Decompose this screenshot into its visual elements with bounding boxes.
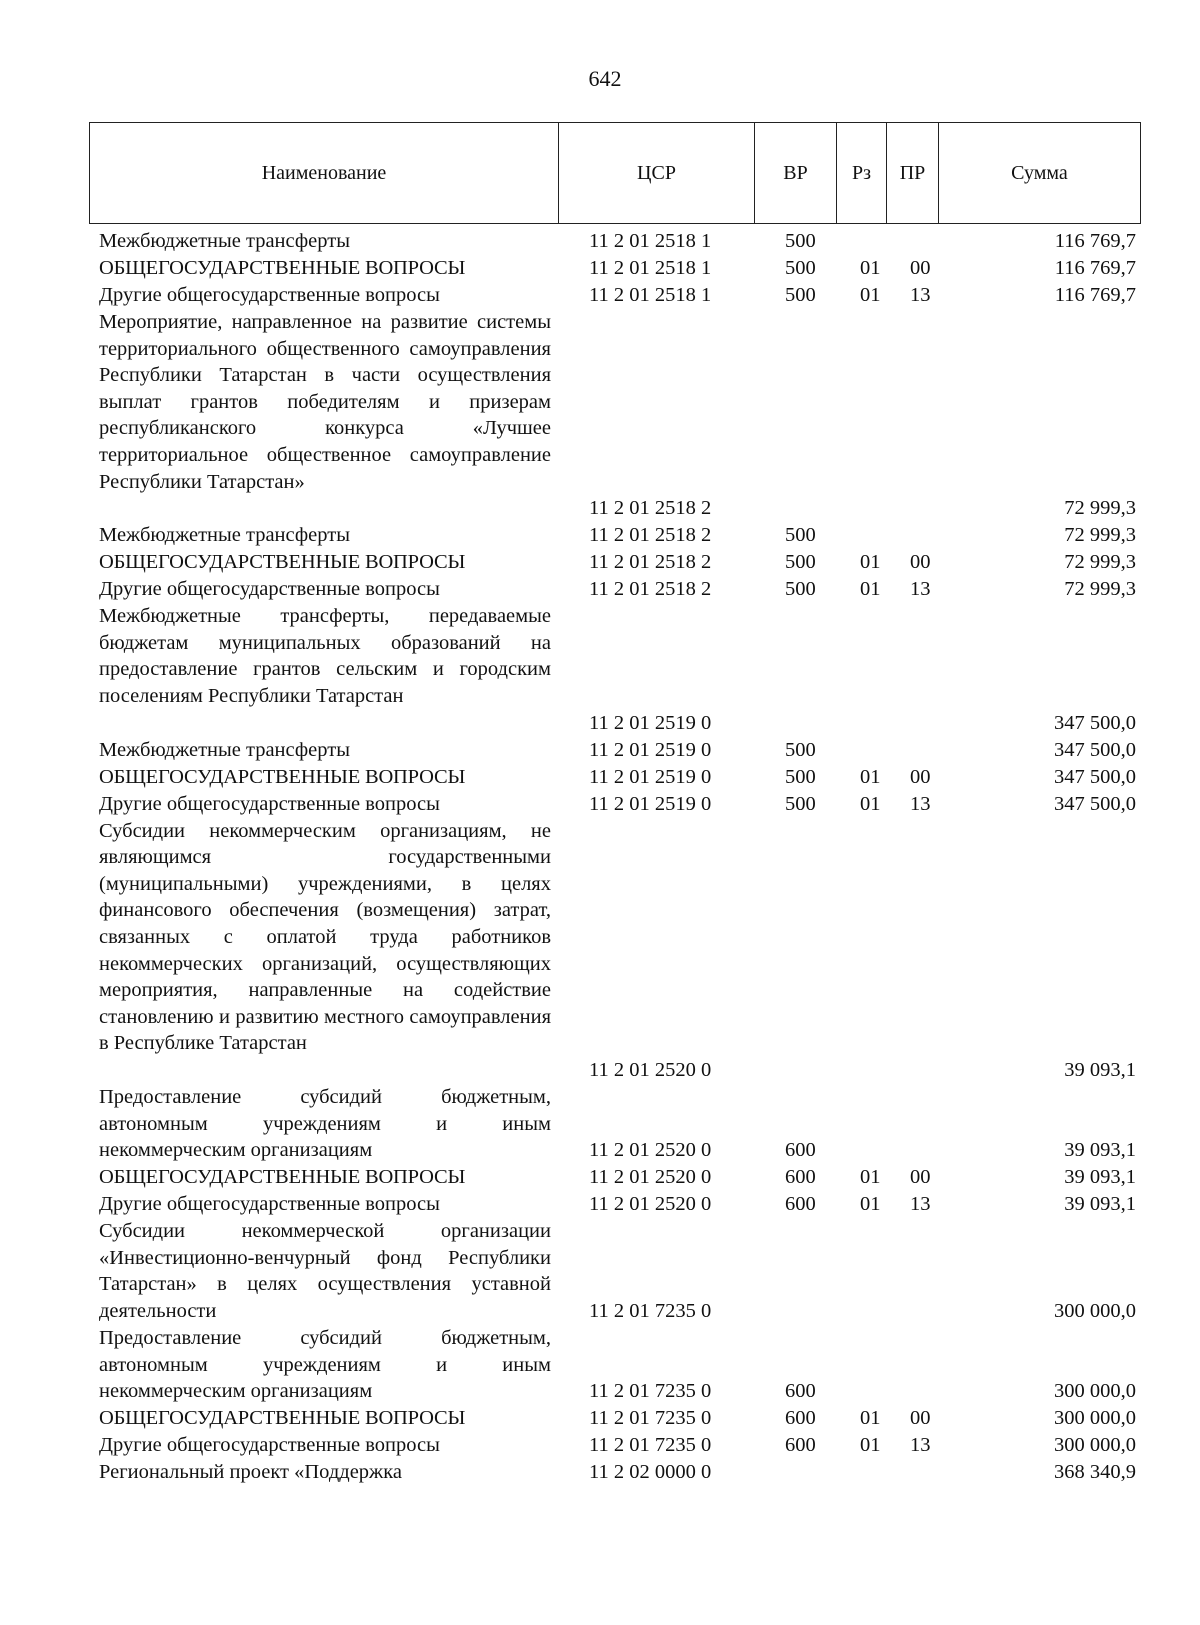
row-pr: 13 [910, 1434, 931, 1457]
row-vr: 600 [785, 1139, 816, 1162]
row-rz: 01 [860, 765, 881, 788]
row-vr: 500 [785, 578, 816, 601]
row-name: Межбюджетные трансферты [99, 524, 350, 547]
row-rz: 01 [860, 578, 881, 601]
row-vr: 600 [785, 1166, 816, 1189]
row-vr: 600 [785, 1193, 816, 1216]
table-row [0, 549, 1200, 576]
row-csr: 11 2 01 2520 0 [589, 1193, 712, 1216]
row-csr: 11 2 01 2518 2 [589, 497, 712, 520]
row-sum: 347 500,0 [1054, 765, 1136, 788]
table-row [0, 576, 1200, 603]
row-pr: 00 [910, 765, 931, 788]
row-rz: 01 [860, 284, 881, 306]
row-sum: 39 093,1 [1064, 1193, 1136, 1216]
row-name: Межбюджетные трансферты, передаваемые бюджетам муниципальных образований на предоставление грантов сельским и городским поселениям Республики Татарстан [99, 605, 551, 707]
row-name: Другие общегосударственные вопросы [99, 1193, 440, 1216]
row-pr: 13 [910, 1193, 931, 1216]
row-pr: 00 [910, 551, 931, 574]
row-name: ОБЩЕГОСУДАРСТВЕННЫЕ ВОПРОСЫ [99, 551, 466, 574]
header-pr: ПР [886, 123, 938, 223]
row-csr: 11 2 01 2518 1 [589, 257, 712, 279]
row-name: Предоставление субсидий бюджетным, автономным учреждениям и иным некоммерческим организациям [99, 1086, 551, 1162]
row-sum: 116 769,7 [1054, 257, 1136, 279]
row-rz: 01 [860, 1407, 881, 1430]
row-sum: 116 769,7 [1054, 284, 1136, 306]
row-rz: 01 [860, 1434, 881, 1457]
row-vr: 600 [785, 1407, 816, 1430]
row-sum: 39 093,1 [1064, 1058, 1136, 1081]
row-rz: 01 [860, 1166, 881, 1189]
row-vr: 500 [785, 230, 816, 252]
row-csr: 11 2 01 2519 0 [589, 711, 712, 734]
row-csr: 11 2 01 2518 1 [589, 230, 712, 252]
table-row [0, 1432, 1200, 1459]
table-row [0, 1084, 1200, 1164]
table-row [0, 522, 1200, 549]
row-csr: 11 2 01 7235 0 [589, 1380, 712, 1403]
row-vr: 500 [785, 284, 816, 306]
table-row [0, 309, 1200, 522]
row-pr: 00 [910, 1407, 931, 1430]
table-row [0, 818, 1200, 1084]
row-pr: 00 [910, 257, 931, 279]
table-row [0, 791, 1200, 818]
row-csr: 11 2 01 2519 0 [589, 765, 712, 788]
row-name: Субсидии некоммерческой организации «Инвестиционно-венчурный фонд Республики Татарстан» в целях осуществления уставной деятельности [99, 1220, 551, 1322]
header-vr: ВР [754, 123, 836, 223]
row-name: Предоставление субсидий бюджетным, автономным учреждениям и иным некоммерческим организациям [99, 1327, 551, 1403]
row-sum: 347 500,0 [1054, 711, 1136, 734]
row-name: Межбюджетные трансферты [99, 738, 350, 761]
row-rz: 01 [860, 792, 881, 815]
row-name: Другие общегосударственные вопросы [99, 284, 440, 306]
table-row [0, 1191, 1200, 1218]
row-pr: 13 [910, 792, 931, 815]
row-sum: 72 999,3 [1064, 497, 1136, 520]
row-sum: 300 000,0 [1054, 1407, 1136, 1430]
row-vr: 500 [785, 792, 816, 815]
table-row [0, 1164, 1200, 1191]
row-csr: 11 2 01 2520 0 [589, 1058, 712, 1081]
header-rz: Рз [836, 123, 886, 223]
row-csr: 11 2 01 7235 0 [589, 1299, 712, 1322]
row-csr: 11 2 01 2519 0 [589, 738, 712, 761]
table-row [0, 255, 1200, 282]
row-rz: 01 [860, 551, 881, 574]
row-vr: 500 [785, 765, 816, 788]
table-row [0, 603, 1200, 736]
row-vr: 600 [785, 1434, 816, 1457]
row-pr: 13 [910, 578, 931, 601]
row-csr: 11 2 01 2518 2 [589, 578, 712, 601]
row-name: ОБЩЕГОСУДАРСТВЕННЫЕ ВОПРОСЫ [99, 257, 466, 279]
row-csr: 11 2 01 2520 0 [589, 1166, 712, 1189]
row-rz: 01 [860, 1193, 881, 1216]
table-row [0, 1459, 1200, 1486]
row-sum: 300 000,0 [1054, 1380, 1136, 1403]
row-csr: 11 2 01 2518 1 [589, 284, 712, 306]
table-row [0, 764, 1200, 791]
row-csr: 11 2 01 2519 0 [589, 792, 712, 815]
row-vr: 500 [785, 257, 816, 279]
header-name: Наименование [261, 161, 387, 184]
row-name: Межбюджетные трансферты [99, 230, 350, 252]
table-row [0, 228, 1200, 255]
row-sum: 116 769,7 [1054, 230, 1136, 252]
row-pr: 00 [910, 1166, 931, 1189]
row-name: Другие общегосударственные вопросы [99, 1434, 440, 1457]
table-row [0, 1405, 1200, 1432]
row-name: Региональный проект «Поддержка [99, 1461, 402, 1484]
row-name: Субсидии некоммерческим организациям, не являющимся государственными (муниципальными) учреждениями, в целях финансового обеспечения (возмещения) затрат, связанных с оплатой труда работников некоммерческих организаций, осуществляющих мероприятия, направленные на содействие становлению и развитию местного самоуправления в Республике Татарстан [99, 819, 551, 1055]
row-csr: 11 2 01 2518 2 [589, 524, 712, 547]
row-sum: 39 093,1 [1064, 1166, 1136, 1189]
row-sum: 347 500,0 [1054, 738, 1136, 761]
row-vr: 600 [785, 1380, 816, 1403]
table-row [0, 1218, 1200, 1324]
table-row [0, 282, 1200, 309]
row-sum: 300 000,0 [1054, 1434, 1136, 1457]
row-vr: 500 [785, 738, 816, 761]
row-sum: 347 500,0 [1054, 792, 1136, 815]
row-sum: 72 999,3 [1064, 551, 1136, 574]
row-name: Другие общегосударственные вопросы [99, 792, 440, 815]
header-sum: Сумма [938, 123, 1140, 223]
row-csr: 11 2 01 7235 0 [589, 1407, 712, 1430]
row-pr: 13 [910, 284, 931, 306]
row-vr: 500 [785, 551, 816, 574]
table-row [0, 737, 1200, 764]
row-vr: 500 [785, 524, 816, 547]
row-sum: 72 999,3 [1064, 578, 1136, 601]
row-csr: 11 2 01 2520 0 [589, 1139, 712, 1162]
row-rz: 01 [860, 257, 881, 279]
row-csr: 11 2 01 7235 0 [589, 1434, 712, 1457]
row-name: Другие общегосударственные вопросы [99, 578, 440, 601]
row-sum: 368 340,9 [1054, 1461, 1136, 1484]
row-csr: 11 2 02 0000 0 [589, 1461, 712, 1484]
table-row [0, 1325, 1200, 1405]
row-sum: 72 999,3 [1064, 524, 1136, 547]
header-csr: ЦСР [558, 123, 754, 223]
row-sum: 300 000,0 [1054, 1299, 1136, 1322]
row-name: ОБЩЕГОСУДАРСТВЕННЫЕ ВОПРОСЫ [99, 765, 466, 788]
row-name: Мероприятие, направленное на развитие системы территориального общественного самоуправления Республики Татарстан в части осуществления выплат грантов победителям и призерам республиканского конкурса «Лучшее территориальное общественное самоуправление Республики Татарстан» [99, 311, 551, 493]
page-number: 642 [588, 66, 622, 91]
row-sum: 39 093,1 [1064, 1139, 1136, 1162]
row-name: ОБЩЕГОСУДАРСТВЕННЫЕ ВОПРОСЫ [99, 1407, 466, 1430]
row-name: ОБЩЕГОСУДАРСТВЕННЫЕ ВОПРОСЫ [99, 1166, 466, 1189]
row-csr: 11 2 01 2518 2 [589, 551, 712, 574]
